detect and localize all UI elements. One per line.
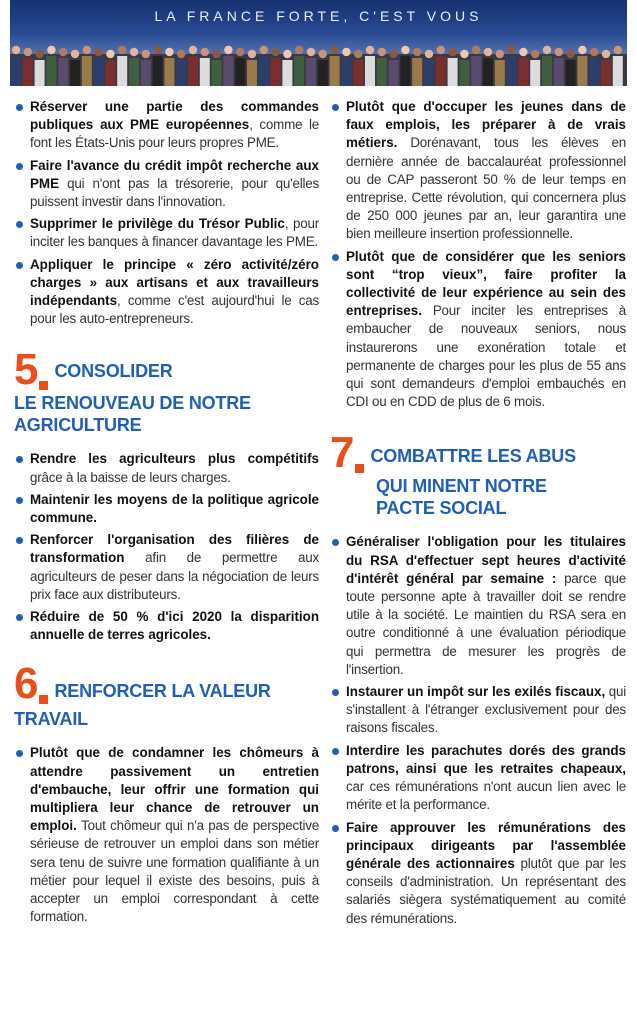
crowd-head: [260, 46, 268, 54]
square-icon: [39, 381, 48, 390]
item-bold-text: Instaurer un impôt sur les exilés fiscaux,: [346, 684, 606, 700]
item-text: car ces rémunérations n'ont aucun lien avec le mérite et la performance.: [346, 779, 626, 813]
list-item: [14, 215, 319, 251]
list-item: [14, 531, 319, 604]
item-bold-text: Maintenir les moyens de la politique agricole commune.: [30, 491, 319, 526]
item-bold-text: Interdire les parachutes dorés des grands patrons, ainsi que les retraites chapeaux,: [346, 742, 626, 776]
header-banner: [10, 0, 627, 86]
right-top-list: [330, 98, 626, 411]
item-text: afin de permettre aux agriculteurs de peser dans la négociation de leurs prix face aux distributeurs.: [30, 550, 319, 602]
crowd-person: [377, 58, 387, 86]
square-icon: [355, 464, 364, 473]
crowd-head: [590, 48, 598, 56]
crowd-head: [71, 50, 79, 58]
crowd-head: [401, 46, 409, 54]
item-bold-text: Faire l'avance du crédit impôt recherche aux PME: [30, 157, 319, 191]
item-bold-text: Supprimer le privilège du Trésor Public: [30, 216, 285, 232]
crowd-head: [295, 46, 303, 54]
section-5-heading: [14, 345, 319, 436]
crowd-person: [94, 58, 104, 86]
crowd-person: [176, 60, 186, 86]
square-icon: [39, 695, 48, 704]
bullet-icon: [16, 750, 23, 757]
item-bold-text: Plutôt que de condamner les chômeurs à attendre passivement un entretien d'embauche, leur offrir une formation qui multipliera leur chance de retrouver un emploi.: [30, 745, 319, 834]
crowd-head: [319, 50, 327, 58]
crowd-head: [460, 50, 468, 58]
crowd-person: [294, 56, 304, 86]
crowd-person: [436, 56, 446, 86]
item-bold-text: Généraliser l'obligation pour les titulaires du RSA d'effectuer sept heures d'activité d'intérêt général par semaine :: [346, 534, 626, 586]
list-item: [330, 742, 626, 815]
crowd-head: [437, 46, 445, 54]
item-bold-text: Réduire de 50 % d'ici 2020 la disparition annuelle de terres agricoles.: [30, 609, 319, 643]
item-text: qui n'ont pas la trésorerie, pour qu'elles puissent investir dans l'innovation.: [30, 175, 319, 210]
crowd-person: [188, 56, 198, 86]
crowd-person: [507, 56, 517, 86]
crowd-person: [483, 58, 493, 86]
crowd-person: [330, 56, 340, 86]
crowd-person: [589, 58, 599, 86]
bullet-icon: [16, 537, 23, 544]
item-bold-text: Renforcer l'organisation des filières de transformation: [30, 532, 319, 566]
crowd-person: [448, 58, 458, 86]
crowd-head: [153, 46, 161, 54]
crowd-head: [484, 48, 492, 56]
item-text: qui s'installent à l'étranger exclusivement pour des raisons fiscales.: [346, 684, 626, 736]
crowd-person: [153, 56, 163, 86]
crowd-head: [330, 46, 338, 54]
bullet-icon: [332, 825, 339, 832]
crowd-head: [389, 50, 397, 58]
section-number: 6: [14, 659, 39, 709]
crowd-head: [24, 48, 32, 56]
section-7-heading: [330, 428, 626, 519]
crowd-person: [306, 58, 316, 86]
item-text: , pour inciter les banques à financer davantage les PME.: [30, 216, 319, 250]
crowd-head: [83, 46, 91, 54]
crowd-head: [35, 50, 43, 58]
item-text: plutôt que par les conseils d'administration. Un représentant des salariés siègera systématiquement au comité des rémunérations.: [346, 855, 627, 926]
crowd-head: [142, 50, 150, 58]
item-text: Tout chômeur qui n'a pas de perspective sérieuse de retrouver un emploi dans son métier sera tenu de suivre une formation qualifiante à un métier pour lequel il existe des besoins, puis à accepter un emploi correspondant à cette formation.: [30, 818, 319, 925]
list-item: [14, 157, 319, 212]
crowd-head: [519, 48, 527, 56]
item-text: , comme le font les États-Unis pour leurs propres PME.: [30, 117, 319, 151]
crowd-person: [212, 60, 222, 86]
crowd-person: [141, 60, 151, 86]
crowd-person: [164, 58, 174, 86]
crowd-person: [247, 60, 257, 86]
crowd-person: [200, 58, 210, 86]
section-6-list: [14, 744, 319, 926]
crowd-person: [566, 60, 576, 86]
list-item: [14, 744, 319, 926]
crowd-head: [496, 50, 504, 58]
item-bold-text: Plutôt que d'occuper les jeunes dans de faux emplois, les préparer à de vrais métiers.: [346, 99, 626, 151]
bullet-icon: [16, 614, 23, 621]
crowd-person: [46, 56, 56, 86]
crowd-head: [507, 46, 515, 54]
crowd-head: [248, 50, 256, 58]
crowd-person: [459, 60, 469, 86]
item-text: Dorénavant, tous les élèves en dernière année de baccalauréat professionnel ou de CAP passeront 50 % de leur temps en entreprise. Cette révolution, qui concernera plus de 250 000 jeunes par an, leur garantira une bien meilleure insertion professionnelle.: [346, 135, 626, 242]
section-title-line2: TRAVAIL: [14, 709, 88, 730]
left-column: [14, 98, 319, 931]
section-title-line1: CONSOLIDER: [54, 361, 173, 382]
section-title-line2: LE RENOUVEAU DE NOTRE AGRICULTURE: [14, 393, 251, 436]
crowd-person: [518, 58, 528, 86]
crowd-person: [129, 58, 139, 86]
item-bold-text: Plutôt que de considérer que les seniors sont “trop vieux”, faire profiter la collectivité de leur expérience au sein des entreprises.: [346, 248, 626, 319]
crowd-head: [177, 50, 185, 58]
section-number: 5: [14, 345, 39, 395]
item-text: , comme c'est aujourd'hui le cas pour les auto-entrepreneurs.: [30, 293, 319, 327]
list-item: [14, 98, 319, 153]
crowd-person: [400, 56, 410, 86]
crowd-person: [495, 60, 505, 86]
left-top-list: [14, 98, 319, 328]
crowd-person: [554, 58, 564, 86]
crowd-head: [94, 48, 102, 56]
crowd-head: [543, 46, 551, 54]
crowd-head: [378, 48, 386, 56]
crowd-person: [613, 56, 623, 86]
crowd-head: [472, 46, 480, 54]
section-7-list: [330, 533, 626, 927]
crowd-photo: [10, 34, 627, 86]
crowd-person: [365, 56, 375, 86]
item-bold-text: Faire approuver les rémunérations des principaux dirigeants par l'assemblée générale des actionnaires: [346, 819, 626, 871]
bullet-icon: [332, 689, 339, 696]
crowd-head: [283, 50, 291, 58]
list-item: [14, 450, 319, 486]
crowd-head: [578, 46, 586, 54]
crowd-person: [70, 60, 80, 86]
crowd-head: [448, 48, 456, 56]
crowd-head: [413, 48, 421, 56]
crowd-head: [425, 50, 433, 58]
crowd-head: [130, 48, 138, 56]
bullet-icon: [332, 254, 339, 261]
bullet-icon: [16, 456, 23, 463]
item-text: Pour inciter les entreprises à embaucher de nouveaux seniors, nous instaurerons une exonération totale et permanente de charges pour les plus de 55 ans qui sont demandeurs d'emploi embauchés en CDI ou en CDD de plus de 6 mois.: [346, 303, 626, 410]
section-title-line2: QUI MINENT NOTRE PACTE SOCIAL: [376, 476, 547, 519]
crowd-head: [602, 50, 610, 58]
section-6-heading: [14, 659, 319, 730]
crowd-person: [105, 60, 115, 86]
crowd-head: [201, 48, 209, 56]
crowd-head: [118, 46, 126, 54]
crowd-person: [282, 60, 292, 86]
crowd-head: [236, 48, 244, 56]
item-bold-text: Réserver une partie des commandes publiques aux PME européennes: [30, 99, 319, 133]
right-column: [330, 98, 626, 932]
crowd-person: [235, 58, 245, 86]
crowd-person: [530, 60, 540, 86]
bullet-icon: [16, 497, 23, 504]
list-item: [14, 608, 319, 644]
crowd-head: [106, 50, 114, 58]
list-item: [14, 491, 319, 527]
list-item: [14, 256, 319, 329]
bullet-icon: [16, 104, 23, 111]
crowd-person: [577, 56, 587, 86]
crowd-person: [82, 56, 92, 86]
crowd-head: [189, 46, 197, 54]
list-item: [330, 98, 626, 244]
crowd-person: [271, 58, 281, 86]
crowd-person: [58, 58, 68, 86]
crowd-head: [307, 48, 315, 56]
crowd-person: [223, 56, 233, 86]
banner-title: LA FRANCE FORTE, C'EST VOUS: [154, 8, 483, 24]
crowd-head: [555, 48, 563, 56]
crowd-head: [212, 50, 220, 58]
section-title-line1: COMBATTRE LES ABUS: [370, 446, 576, 467]
crowd-person: [35, 60, 45, 86]
crowd-person: [601, 60, 611, 86]
crowd-head: [614, 46, 622, 54]
list-item: [330, 683, 626, 738]
crowd-person: [341, 58, 351, 86]
bullet-icon: [332, 539, 339, 546]
bullet-icon: [16, 163, 23, 170]
bullet-icon: [16, 221, 23, 228]
item-text: grâce à la baisse de leurs charges.: [30, 469, 231, 485]
crowd-person: [542, 56, 552, 86]
crowd-person: [23, 58, 33, 86]
crowd-head: [366, 46, 374, 54]
crowd-head: [342, 48, 350, 56]
item-bold-text: Appliquer le principe « zéro activité/zéro charges » aux artisans et aux travailleurs indépendants: [30, 256, 319, 309]
crowd-person: [389, 60, 399, 86]
section-number: 7: [330, 428, 355, 478]
crowd-head: [224, 46, 232, 54]
section-title-line1: RENFORCER LA VALEUR: [54, 681, 271, 702]
item-bold-text: Rendre les agriculteurs plus compétitifs: [30, 451, 319, 467]
crowd-head: [531, 50, 539, 58]
crowd-head: [47, 46, 55, 54]
crowd-head: [271, 48, 279, 56]
crowd-person: [117, 56, 127, 86]
list-item: [330, 248, 626, 412]
list-item: [330, 819, 626, 928]
crowd-person: [353, 60, 363, 86]
bullet-icon: [16, 262, 23, 269]
crowd-head: [354, 50, 362, 58]
crowd-person: [424, 60, 434, 86]
list-item: [330, 533, 626, 679]
crowd-person: [412, 58, 422, 86]
item-text: parce que toute personne apte à travailler doit se rendre utile à la société. Le maintien du RSA sera en outre conditionné à une évaluation périodique qui permettra de mesurer les progrès de l'insertion.: [346, 570, 626, 677]
crowd-person: [259, 56, 269, 86]
crowd-head: [59, 48, 67, 56]
crowd-person: [318, 60, 328, 86]
crowd-head: [566, 50, 574, 58]
bullet-icon: [332, 104, 339, 111]
bullet-icon: [332, 748, 339, 755]
crowd-person: [471, 56, 481, 86]
crowd-head: [12, 46, 20, 54]
crowd-person: [11, 56, 21, 86]
section-5-list: [14, 450, 319, 644]
crowd-head: [165, 48, 173, 56]
